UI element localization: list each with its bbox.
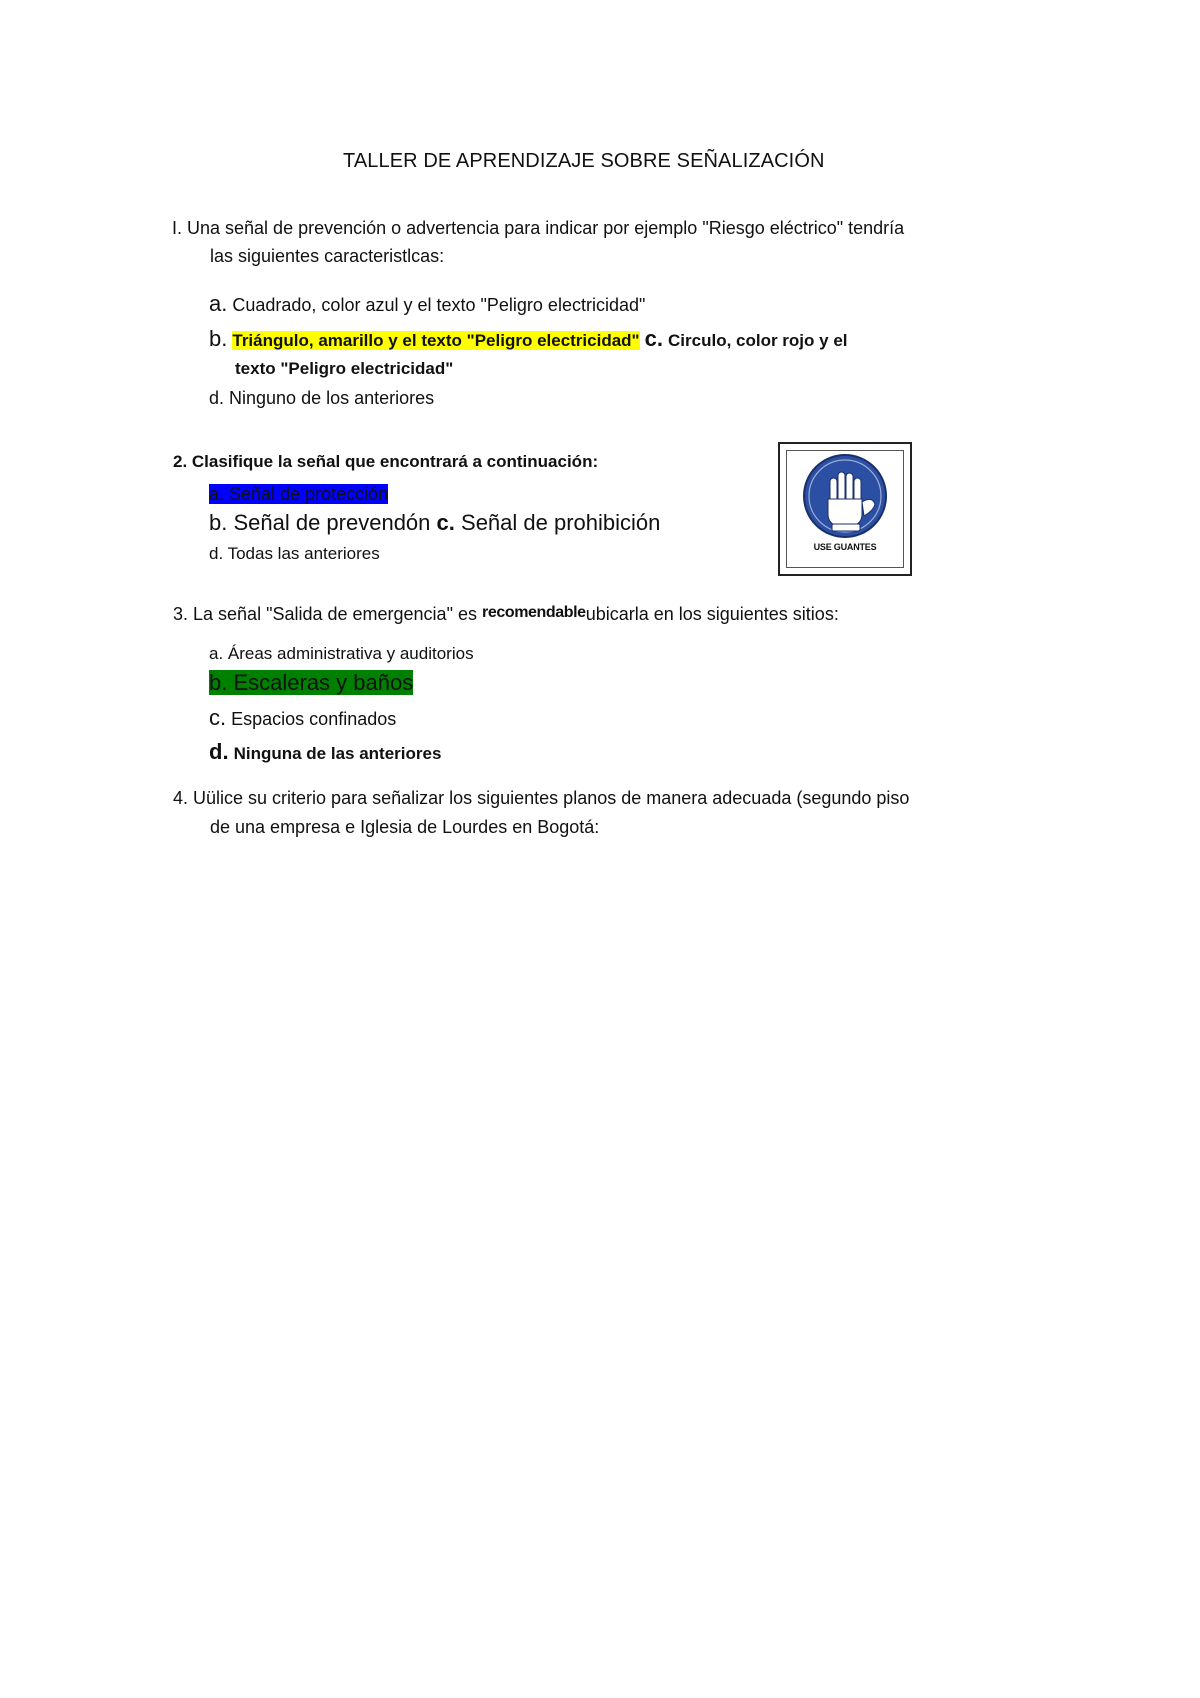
- q1-option-b-letter: b.: [209, 326, 228, 351]
- glove-icon: [780, 444, 910, 574]
- use-gloves-sign: [778, 442, 912, 576]
- document-title: TALLER DE APRENDIZAJE SOBRE SEÑALIZACIÓN: [343, 150, 825, 172]
- sign-caption: USE GUANTES: [813, 542, 877, 552]
- q2-option-b-text: b. Señal de prevendón: [209, 510, 431, 535]
- question-3-post: ubicarla en los siguientes sitios:: [585, 604, 839, 624]
- q1-option-a-text: Cuadrado, color azul y el texto "Peligro electricidad": [232, 295, 646, 315]
- q2-option-b-c: [209, 510, 660, 536]
- question-2: 2. Clasifique la señal que encontrará a continuación:: [173, 452, 599, 471]
- q1-option-d: d. Ninguno de los anteriores: [209, 388, 435, 408]
- question-1-line-1: I. Una señal de prevención o advertencia para indicar por ejemplo "Riesgo eléctrico" tendría: [172, 218, 905, 238]
- q1-option-b: [209, 328, 848, 352]
- q1-option-c-text: Circulo, color rojo y el: [668, 331, 848, 350]
- question-3-pre: 3. La señal "Salida de emergencia" es: [173, 604, 477, 624]
- question-1-line-2: las siguientes caracteristlcas:: [210, 246, 445, 266]
- question-4-line-1: 4. Uülice su criterio para señalizar los siguientes planos de manera adecuada (segundo piso: [173, 788, 910, 808]
- q1-option-c-letter: c.: [644, 326, 663, 351]
- q3-option-c-letter: c.: [209, 705, 227, 730]
- q3-option-b-text-highlighted: b. Escaleras y baños: [209, 670, 414, 695]
- q1-option-b-text-highlighted: Triángulo, amarillo y el texto "Peligro electricidad": [232, 331, 640, 350]
- q3-option-d-letter: d.: [209, 739, 229, 764]
- q3-option-b: [209, 669, 413, 697]
- q2-option-c-letter: c.: [436, 510, 455, 535]
- q2-option-d: d. Todas las anteriores: [209, 544, 380, 563]
- q1-option-c-text-continued: texto "Peligro electricidad": [235, 359, 454, 378]
- q3-option-d: [209, 741, 441, 765]
- q2-option-a: [209, 483, 388, 505]
- q3-option-a: a. Áreas administrativa y auditorios: [209, 644, 474, 663]
- q3-option-d-text: Ninguna de las anteriores: [233, 744, 442, 763]
- q1-option-a: [209, 293, 645, 316]
- q2-option-c-text: Señal de prohibición: [461, 510, 661, 535]
- q3-option-c-text: Espacios confinados: [231, 709, 397, 729]
- question-3-mid: recomendable: [482, 604, 586, 621]
- q2-option-a-text-highlighted: a. Señal de protección: [209, 484, 389, 504]
- question-4-line-2: de una empresa e Iglesia de Lourdes en Bogotá:: [210, 817, 600, 837]
- q3-option-c: [209, 707, 396, 730]
- question-3: [173, 603, 839, 627]
- q1-option-a-letter: a.: [209, 291, 228, 316]
